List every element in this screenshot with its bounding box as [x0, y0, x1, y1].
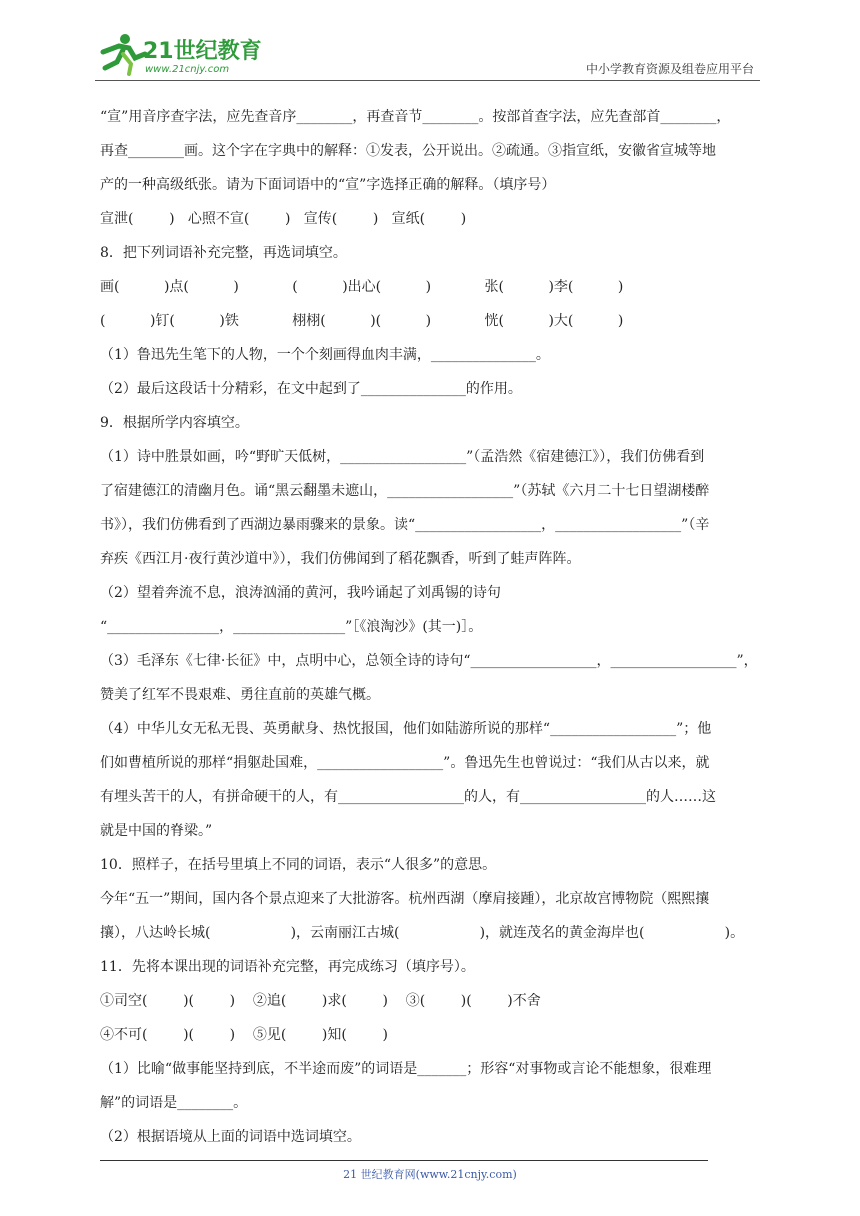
text-line: （1）鲁迅先生笔下的人物，一个个刻画得血肉丰满，_______________。 — [100, 347, 550, 363]
question-heading: 10．照样子，在括号里填上不同的词语，表示“人很多”的意思。 — [100, 857, 497, 873]
runner-logo-icon — [95, 32, 265, 76]
text-line: 赞美了红军不畏艰难、勇往直前的英雄气概。 — [100, 687, 380, 703]
text-line: 就是中国的脊梁。” — [100, 823, 213, 839]
svg-text:21世纪教育: 21世纪教育 — [143, 39, 262, 64]
logo — [95, 32, 265, 76]
text-line: 画( )点( ) ( )出心( ) 张( )李( ) — [100, 279, 624, 295]
text-line: 了宿建德江的清幽月色。诵“黑云翻墨未遮山，__________________”（苏轼《六月二十七日望湖楼醉 — [100, 483, 710, 499]
svg-text:www.21cnjy.com: www.21cnjy.com — [145, 64, 230, 75]
text-line: 们如曹植所说的那样“捐躯赴国难，__________________”。鲁迅先生也曾说过：“我们从古以来，就 — [100, 755, 710, 771]
text-line: “________________，________________”［《浪淘沙》(其一)］。 — [100, 619, 483, 635]
text-line: “宣”用音序查字法，应先查音序________，再查音节________。按部首查字法，应先查部首________， — [100, 109, 731, 125]
text-line: ( )钉( )铁 栩栩( )( ) 恍( )大( ) — [100, 313, 624, 329]
text-line: 今年“五一”期间，国内各个景点迎来了大批游客。杭州西湖（摩肩接踵），北京故宫博物院（熙熙攘 — [100, 891, 710, 907]
text-line: 解”的词语是________。 — [100, 1095, 248, 1111]
text-line: ①司空( )( ) ②追( )求( ) ③( )( )不舍 — [100, 993, 541, 1009]
question-heading: 11．先将本课出现的词语补充完整，再完成练习（填序号）。 — [100, 959, 475, 975]
question-heading: 9．根据所学内容填空。 — [100, 415, 249, 431]
text-line: （3）毛泽东《七律·长征》中，点明中心，总领全诗的诗句“__________________，__________________”， — [100, 653, 758, 669]
document-body — [100, 100, 770, 1154]
text-line: 产的一种高级纸张。请为下面词语中的“宣”字选择正确的解释。（填序号） — [100, 177, 556, 193]
text-line: 书》），我们仿佛看到了西湖边暴雨骤来的景象。读“__________________，__________________”（辛 — [100, 517, 710, 533]
page-header — [95, 28, 760, 81]
footer-divider — [100, 1160, 708, 1161]
text-line: 有埋头苦干的人，有拼命硬干的人，有__________________的人，有__________________的人……这 — [100, 789, 716, 805]
text-line: 弃疾《西江月·夜行黄沙道中》），我们仿佛闻到了稻花飘香，听到了蛙声阵阵。 — [100, 551, 581, 567]
text-line: ④不可( )( ) ⑤见( )知( ) — [100, 1027, 388, 1043]
text-line: 再查________画。这个字在字典中的解释：①发表，公开说出。②疏通。③指宣纸，安徽省宣城等地 — [100, 143, 716, 159]
text-line: （2）望着奔流不息，浪涛汹涌的黄河，我吟诵起了刘禹锡的诗句 — [100, 585, 501, 601]
platform-name: 中小学教育资源及组卷应用平台 — [585, 62, 754, 76]
text-line: （1）比喻“做事能坚持到底，不半途而废”的词语是_______；形容“对事物或言论不能想象，很难理 — [100, 1061, 712, 1077]
text-line: 攘），八达岭长城( )，云南丽江古城( )，就连茂名的黄金海岸也( )。 — [100, 925, 745, 941]
text-line: （1）诗中胜景如画，吟“野旷天低树，__________________”（孟浩然《宿建德江》），我们仿佛看到 — [100, 449, 705, 465]
footer-text: 21 世纪教育网(www.21cnjy.com) — [343, 1168, 517, 1181]
text-line: （2）根据语境从上面的词语中选词填空。 — [100, 1129, 361, 1145]
text-line: （4）中华儿女无私无畏、英勇献身、热忱报国，他们如陆游所说的那样“__________________”；他 — [100, 721, 712, 737]
question-heading: 8．把下列词语补充完整，再选词填空。 — [100, 245, 347, 261]
text-line: 宣泄( ) 心照不宣( ) 宣传( ) 宣纸( ) — [100, 211, 467, 227]
text-line: （2）最后这段话十分精彩，在文中起到了_______________的作用。 — [100, 381, 522, 397]
